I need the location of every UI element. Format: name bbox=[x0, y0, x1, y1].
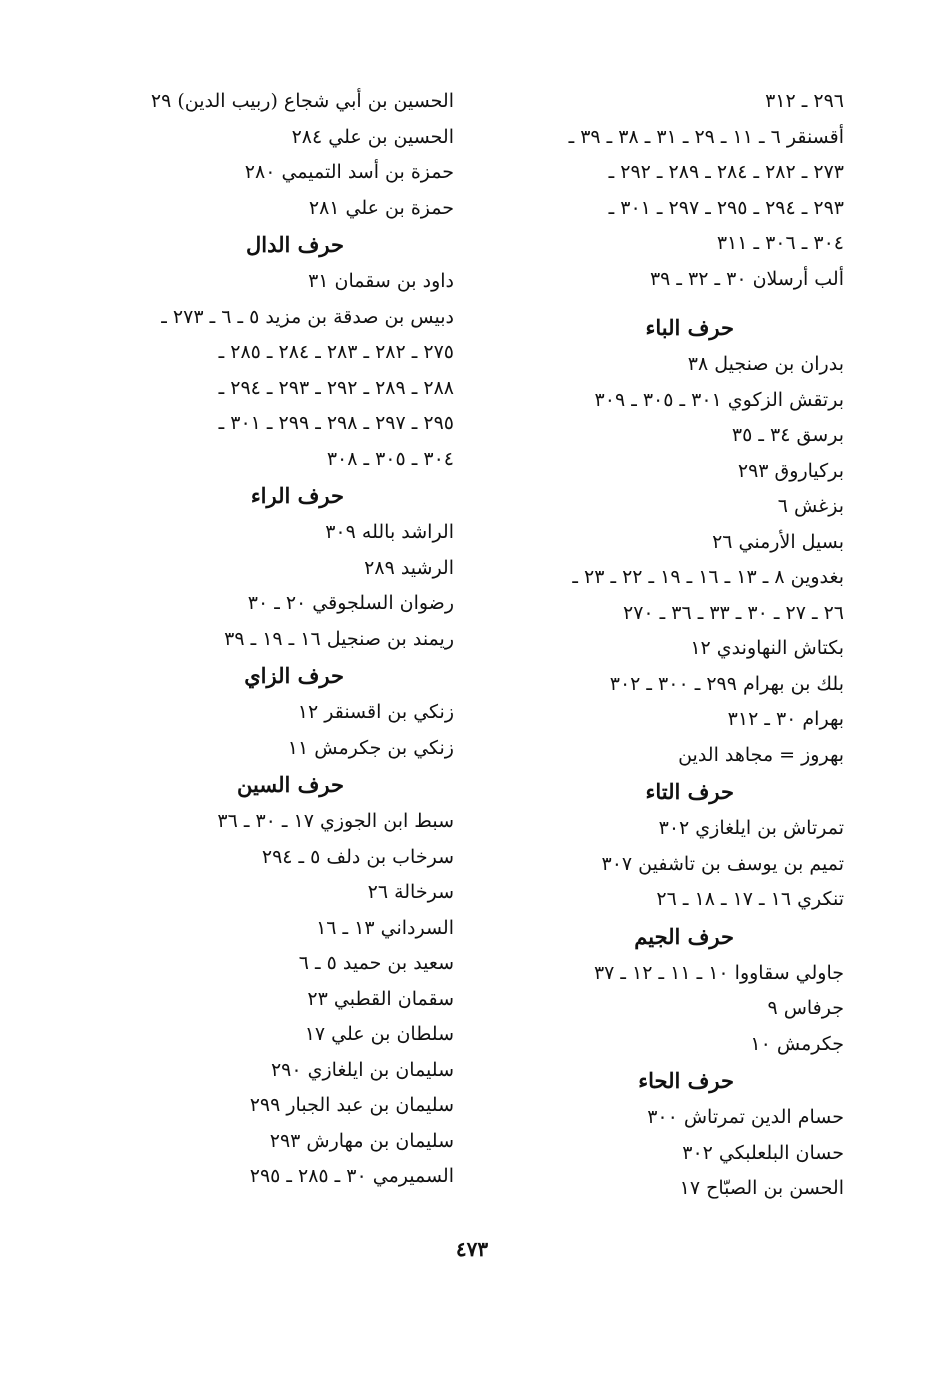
index-entry-continuation: ٢٦ ـ ٢٧ ـ ٣٠ ـ ٣٣ ـ ٣٦ ـ ٢٧٠ bbox=[622, 601, 844, 624]
index-entry: برتقش الزكوي ٣٠١ ـ ٣٠٥ ـ ٣٠٩ bbox=[594, 388, 844, 411]
index-entry: بغدوين ٨ ـ ١٣ ـ ١٦ ـ ١٩ ـ ٢٢ ـ ٢٣ ـ bbox=[572, 566, 844, 588]
index-entry: برسق ٣٤ ـ ٣٥ bbox=[731, 424, 844, 446]
letter-heading: حرف الحاء bbox=[638, 1068, 734, 1093]
index-entry: سقمان القطبي ٢٣ bbox=[307, 987, 454, 1010]
index-entry: دبيس بن صدقة بن مزيد ٥ ـ ٦ ـ ٢٧٣ ـ bbox=[161, 305, 454, 328]
index-entry: الحسين بن أبي شجاع (ربيب الدين) ٢٩ bbox=[150, 90, 454, 112]
index-entry: داود بن سقمان ٣١ bbox=[308, 270, 454, 292]
index-entry: الحسين بن علي ٢٨٤ bbox=[291, 125, 454, 148]
letter-heading: حرف التاء bbox=[645, 779, 734, 804]
letter-heading: حرف الزاي bbox=[244, 663, 344, 688]
index-entry: بهرام ٣٠ ـ ٣١٢ bbox=[727, 708, 844, 730]
index-entry: زنكي بن اقسنقر ١٢ bbox=[297, 701, 454, 723]
index-entry: جرفاس ٩ bbox=[767, 997, 844, 1019]
index-entry: سرخاب بن دلف ٥ ـ ٢٩٤ bbox=[261, 845, 454, 868]
index-entry: تنكري ١٦ ـ ١٧ ـ ١٨ ـ ٢٦ bbox=[656, 888, 844, 910]
index-entry: حمزة بن علي ٢٨١ bbox=[308, 196, 454, 219]
index-entry: زنكي بن جكرمش ١١ bbox=[287, 736, 454, 759]
index-entry-continuation: ٢٩٣ ـ ٢٩٤ ـ ٢٩٥ ـ ٢٩٧ ـ ٣٠١ ـ bbox=[608, 196, 844, 219]
index-entry: سليمان بن عبد الجبار ٢٩٩ bbox=[249, 1094, 454, 1116]
index-entry: السميرمي ٣٠ ـ ٢٨٥ ـ ٢٩٥ bbox=[249, 1165, 454, 1187]
letter-heading: حرف الباء bbox=[645, 315, 734, 340]
letter-heading: حرف السين bbox=[237, 772, 344, 797]
index-entry: بدران بن صنجيل ٣٨ bbox=[687, 353, 844, 375]
spacer bbox=[484, 297, 844, 309]
letter-heading: حرف الدال bbox=[246, 232, 344, 257]
index-entry: السرداني ١٣ ـ ١٦ bbox=[316, 916, 454, 939]
letter-heading: حرف الجيم bbox=[634, 923, 734, 949]
index-entry-continuation: ٢٩٦ ـ ٣١٢ bbox=[765, 90, 844, 112]
index-entry-continuation: ٢٨٨ ـ ٢٨٩ ـ ٢٩٢ ـ ٢٩٣ ـ ٢٩٤ ـ bbox=[218, 376, 454, 399]
index-entry: حسان البلعلبكي ٣٠٢ bbox=[682, 1141, 844, 1164]
index-entry: أقسنقر ٦ ـ ١١ ـ ٢٩ ـ ٣١ ـ ٣٨ ـ ٣٩ ـ bbox=[568, 125, 844, 148]
index-entry-continuation: ٢٧٥ ـ ٢٨٢ ـ ٢٨٣ ـ ٢٨٤ ـ ٢٨٥ ـ bbox=[218, 341, 454, 363]
index-entry: سعيد بن حميد ٥ ـ ٦ bbox=[298, 952, 454, 974]
index-entry: الحسن بن الصبّاح ١٧ bbox=[679, 1177, 844, 1199]
index-entry: ألب أرسلان ٣٠ ـ ٣٢ ـ ٣٩ bbox=[649, 267, 844, 290]
index-entry-continuation: ٣٠٤ ـ ٣٠٦ ـ ٣١١ bbox=[716, 232, 844, 254]
index-entry: سليمان بن مهارش ٢٩٣ bbox=[269, 1129, 454, 1152]
index-column-left bbox=[94, 84, 454, 1195]
page-number: ٤٧٣ bbox=[455, 1237, 489, 1261]
index-entry: رضوان السلجوقي ٢٠ ـ ٣٠ bbox=[247, 592, 454, 614]
index-entry: تميم بن يوسف بن تاشفين ٣٠٧ bbox=[601, 852, 844, 875]
index-entry: بسيل الأرمني ٢٦ bbox=[712, 530, 844, 553]
index-entry: بكتاش النهاوندي ١٢ bbox=[690, 637, 844, 659]
index-entry: بركياروق ٢٩٣ bbox=[737, 459, 844, 482]
index-entry: بلك بن بهرام ٢٩٩ ـ ٣٠٠ ـ ٣٠٢ bbox=[609, 672, 844, 695]
index-entry: سرخالة ٢٦ bbox=[367, 881, 454, 903]
index-entry: حمزة بن أسد التميمي ٢٨٠ bbox=[244, 161, 454, 183]
index-entry: سلطان بن علي ١٧ bbox=[304, 1023, 454, 1045]
index-entry: جكرمش ١٠ bbox=[750, 1032, 844, 1055]
index-entry: حسام الدين تمرتاش ٣٠٠ bbox=[647, 1106, 844, 1128]
index-column-right bbox=[484, 84, 844, 1207]
index-entry: سبط ابن الجوزي ١٧ ـ ٣٠ ـ ٣٦ bbox=[217, 810, 454, 832]
index-entry: بزغش ٦ bbox=[777, 495, 844, 517]
index-entry: الرشيد ٢٨٩ bbox=[364, 556, 454, 579]
index-entry-continuation: ٢٩٥ ـ ٢٩٧ ـ ٢٩٨ ـ ٢٩٩ ـ ٣٠١ ـ bbox=[218, 412, 454, 434]
letter-heading: حرف الراء bbox=[250, 483, 344, 508]
index-entry: الراشد بالله ٣٠٩ bbox=[325, 521, 454, 543]
index-entry-continuation: ٢٧٣ ـ ٢٨٢ ـ ٢٨٤ ـ ٢٨٩ ـ ٢٩٢ ـ bbox=[608, 161, 844, 183]
index-entry: سليمان بن ايلغازي ٢٩٠ bbox=[270, 1058, 454, 1081]
index-entry: تمرتاش بن ايلغازي ٣٠٢ bbox=[658, 817, 844, 839]
index-entry: ريمند بن صنجيل ١٦ ـ ١٩ ـ ٣٩ bbox=[224, 627, 454, 650]
index-entry-continuation: ٣٠٤ ـ ٣٠٥ ـ ٣٠٨ bbox=[326, 447, 454, 470]
index-entry: بهروز = مجاهد الدين bbox=[678, 743, 844, 766]
index-entry: جاولي سقاووا ١٠ ـ ١١ ـ ١٢ ـ ٣٧ bbox=[593, 961, 844, 984]
